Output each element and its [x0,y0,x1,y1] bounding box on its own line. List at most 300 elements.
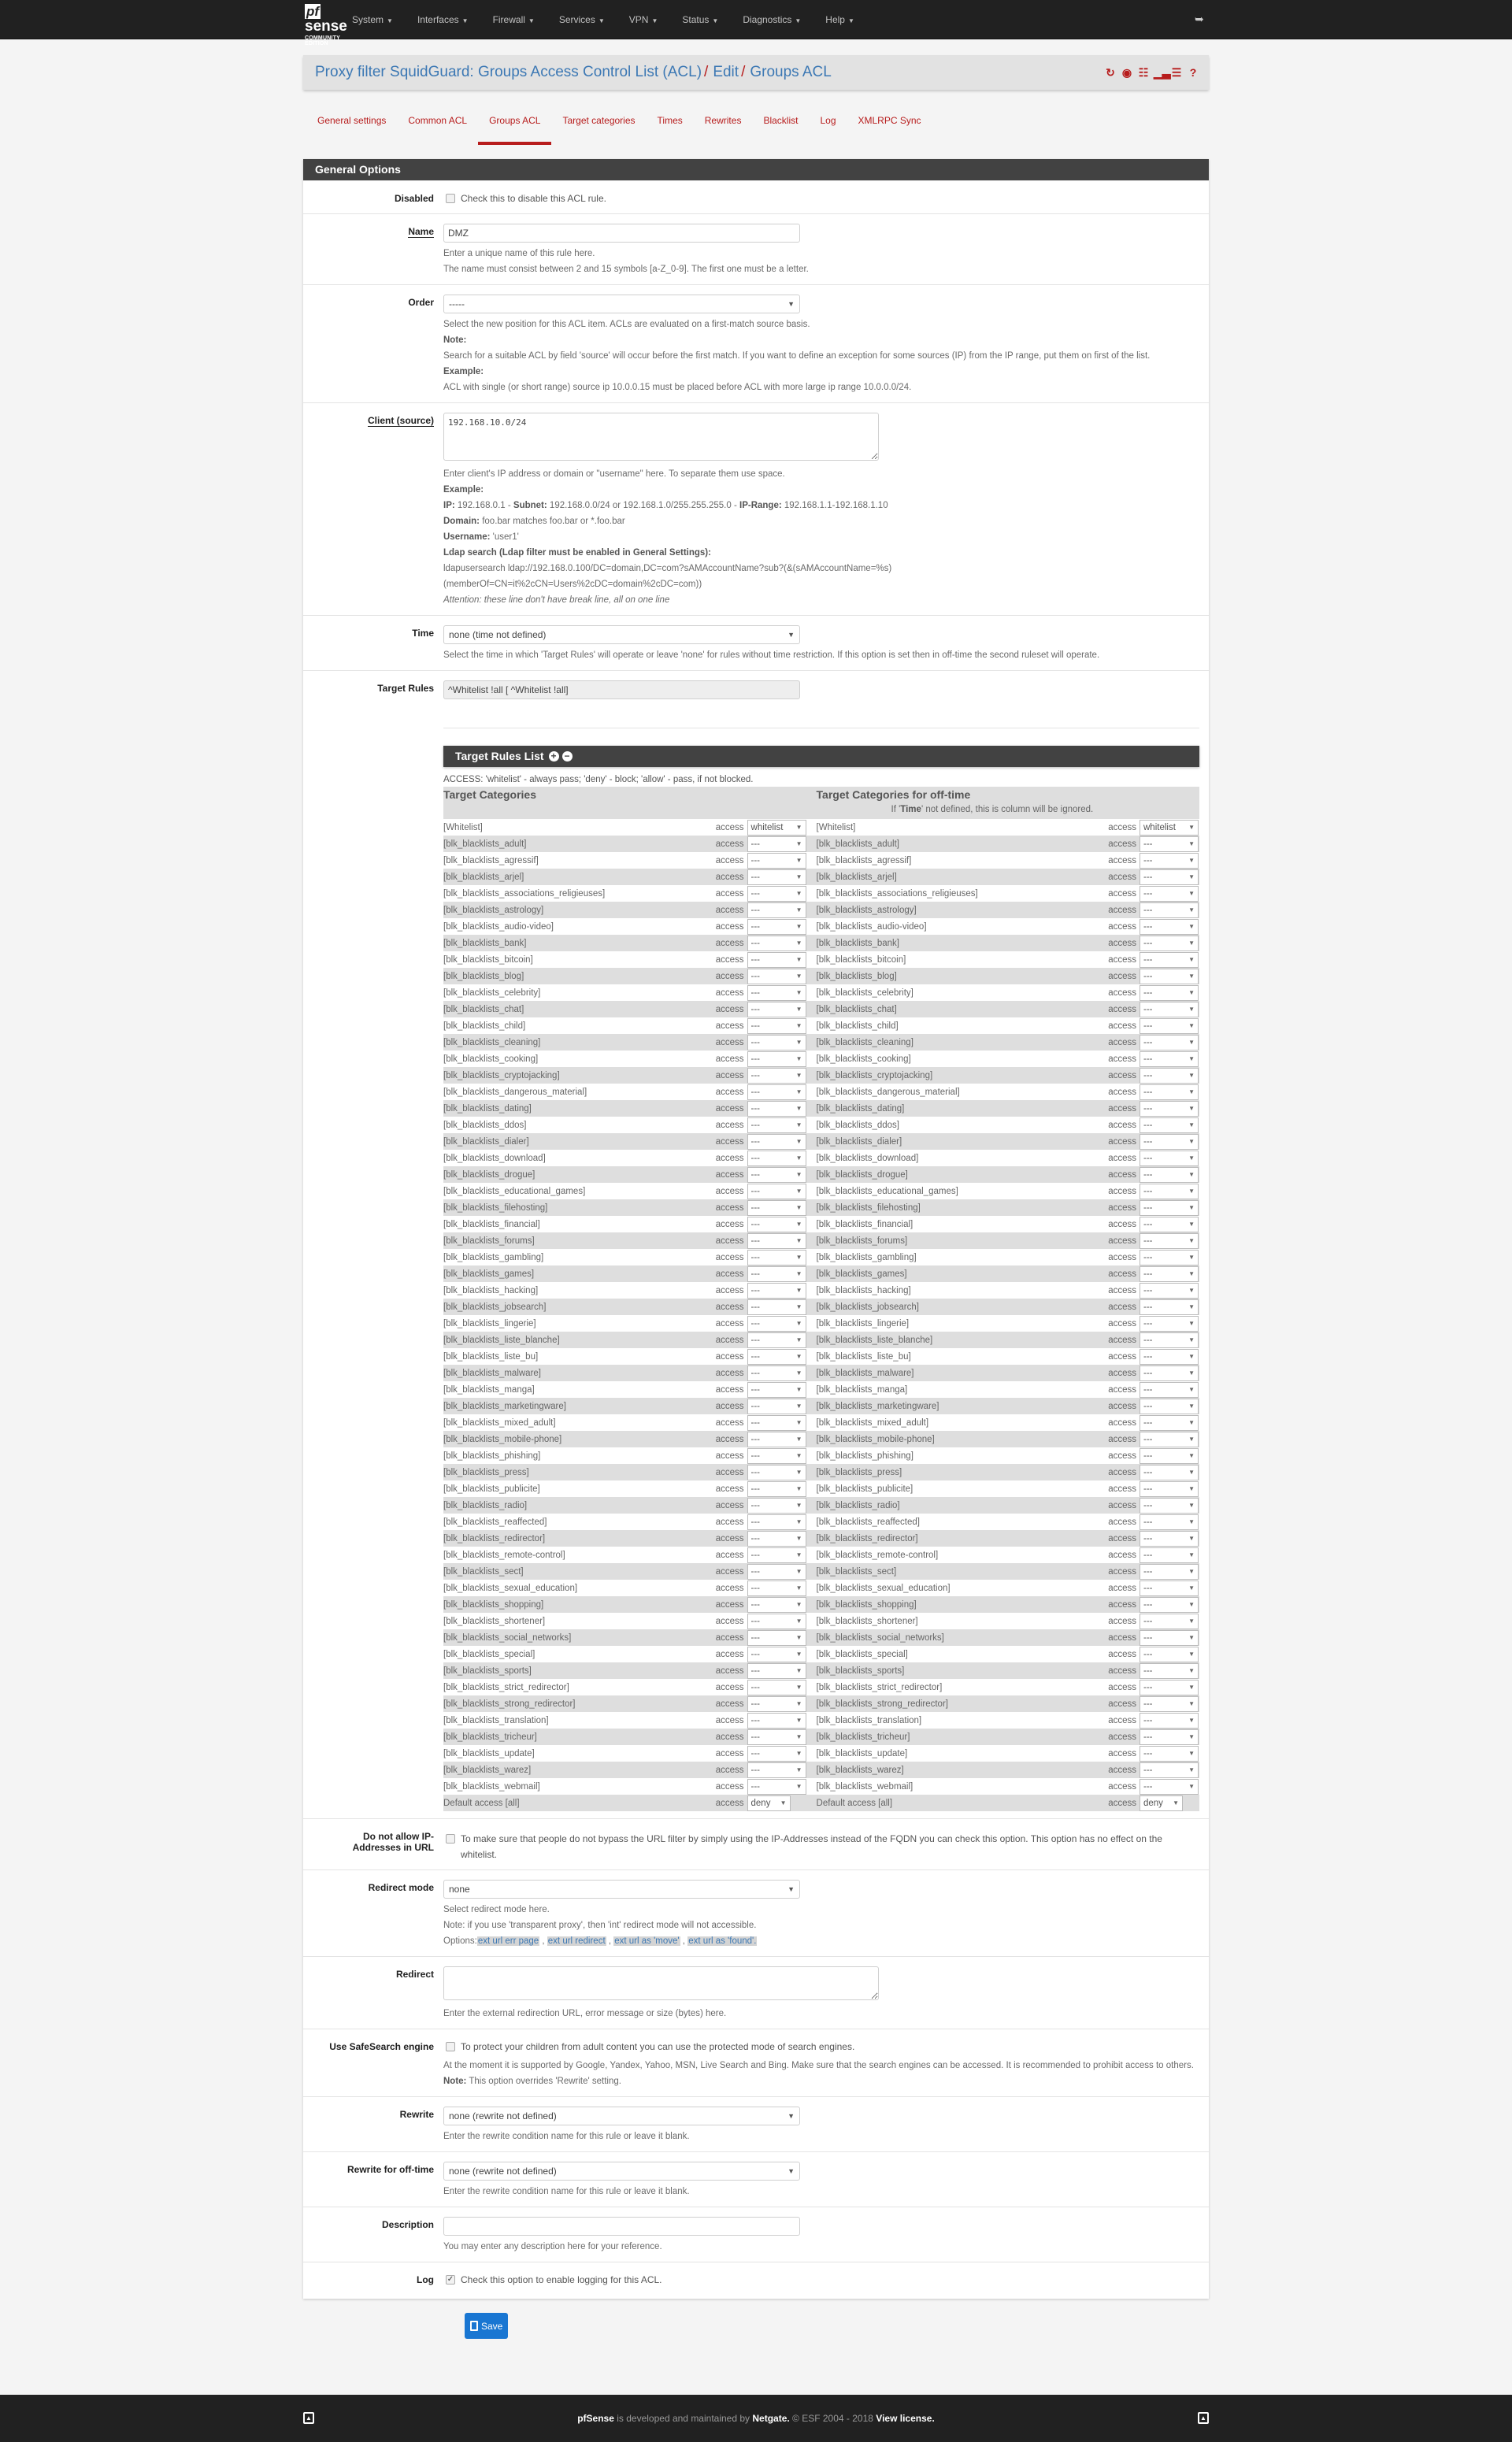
access-select[interactable]: --- ▼ [747,1779,806,1795]
redirect-option-link[interactable]: ext url err page [477,1936,539,1946]
access-select[interactable]: --- ▼ [1140,1068,1199,1084]
access-select[interactable]: --- ▼ [1140,1580,1199,1596]
nav-menu-firewall[interactable]: Firewall ▼ [492,14,535,25]
log-row: Log ✓ Check this option to enable logging for this ACL. [303,2262,1209,2299]
rewrite-select[interactable]: none (rewrite not defined) ▼ [443,2107,800,2125]
access-select[interactable]: --- ▼ [1140,1663,1199,1679]
access-label: access [1108,1384,1136,1395]
category-name: [blk_blacklists_publicite] [443,1484,540,1494]
breadcrumb-item[interactable]: Groups ACL [750,64,832,80]
view-license-link[interactable]: View license. [876,2413,935,2424]
access-select[interactable]: --- ▼ [1140,1399,1199,1414]
category-name-offtime: [blk_blacklists_liste_bu] [816,1351,911,1362]
access-select[interactable]: --- ▼ [1140,919,1199,935]
access-label: access [1096,1166,1140,1183]
access-select[interactable]: --- ▼ [1140,1729,1199,1745]
access-select[interactable]: --- ▼ [747,1399,806,1414]
access-label: access [704,1398,747,1414]
no-ip-label: Do not allow IP- Addresses in URL [352,1831,434,1853]
access-select[interactable]: --- ▼ [1140,985,1199,1001]
access-select[interactable]: --- ▼ [747,1316,806,1332]
col-target-categories-offtime: Target Categories for off-time [817,787,1199,802]
access-label: access [1108,1616,1136,1626]
access-label: access [715,1715,744,1725]
disabled-row: Disabled Check this to disable this ACL rule. [303,180,1209,213]
access-select[interactable]: deny ▼ [747,1795,791,1811]
category-name-offtime: [blk_blacklists_celebrity] [816,988,914,998]
disabled-checkbox[interactable] [446,194,455,203]
category-name: [blk_blacklists_lingerie] [443,1318,536,1328]
table-row [443,1778,1199,1795]
access-label: access [704,1431,747,1447]
access-label: access [704,869,747,885]
access-select[interactable]: --- ▼ [1140,1746,1199,1762]
category-name: [blk_blacklists_liste_blanche] [443,1332,704,1348]
category-name-offtime: [blk_blacklists_manga] [816,1384,908,1395]
access-label: access [1108,1781,1136,1792]
access-label: access [704,1464,747,1480]
nav-menu-diagnostics[interactable]: Diagnostics ▼ [743,14,802,25]
access-label: access [715,888,744,899]
access-label: access [1108,1649,1136,1659]
access-select[interactable]: --- ▼ [747,1349,806,1365]
access-note: ACCESS: 'whitelist' - always pass; 'deny' - block; 'allow' - pass, if not blocked. [443,775,754,784]
log-checkbox[interactable]: ✓ [447,2275,454,2284]
pfsense-logo[interactable]: pfsense COMMUNITY EDITION [305,4,347,46]
table-row [443,1580,1199,1596]
table-row [443,836,1199,852]
access-select[interactable]: --- ▼ [1140,853,1199,869]
access-select[interactable]: --- ▼ [747,1167,806,1183]
category-name: [blk_blacklists_educational_games] [443,1186,586,1196]
category-name-offtime: [blk_blacklists_blog] [817,968,1096,984]
access-select[interactable]: --- ▼ [747,1547,806,1563]
table-row [443,1695,1199,1712]
table-row [443,984,1199,1001]
access-select[interactable]: --- ▼ [1140,1647,1199,1662]
access-select[interactable]: --- ▼ [1140,1184,1199,1199]
category-name-offtime: [blk_blacklists_hacking] [816,1285,911,1295]
access-select[interactable]: --- ▼ [747,1250,806,1265]
tab-log[interactable]: Log [820,115,836,126]
category-name-offtime: [blk_blacklists_dialer] [817,1133,1096,1150]
name-input[interactable] [443,224,800,243]
access-select[interactable]: --- ▼ [1140,1151,1199,1166]
access-label: access [1096,935,1140,951]
access-label: access [715,1616,744,1626]
category-name-offtime: [blk_blacklists_forums] [817,1232,1096,1249]
access-select[interactable]: --- ▼ [747,1018,806,1034]
category-name: [blk_blacklists_warez] [443,1762,704,1778]
table-row [443,1762,1199,1778]
access-select[interactable]: --- ▼ [1140,1101,1199,1117]
access-select[interactable]: --- ▼ [1140,1018,1199,1034]
access-select[interactable]: --- ▼ [1140,1762,1199,1778]
category-name: [blk_blacklists_games] [443,1265,704,1282]
category-name-offtime: [blk_blacklists_bitcoin] [816,954,906,965]
access-label: access [715,1649,744,1659]
access-select[interactable]: --- ▼ [747,1465,806,1480]
netgate-link[interactable]: Netgate. [752,2413,790,2424]
access-select[interactable]: --- ▼ [1140,1134,1199,1150]
access-select[interactable]: --- ▼ [747,1184,806,1199]
access-select[interactable]: --- ▼ [747,853,806,869]
access-label: access [1108,1682,1136,1692]
access-label: access [715,1087,744,1097]
access-select[interactable]: --- ▼ [747,886,806,902]
access-select[interactable]: --- ▼ [1140,1200,1199,1216]
access-select[interactable]: --- ▼ [747,836,806,852]
access-select[interactable]: --- ▼ [747,1415,806,1431]
tab-groups-acl[interactable]: Groups ACL [478,106,551,145]
access-select[interactable]: --- ▼ [1140,1349,1199,1365]
access-select[interactable]: --- ▼ [1140,836,1199,852]
access-select[interactable]: --- ▼ [747,1200,806,1216]
client-source-textarea[interactable] [443,413,879,461]
access-label: access [1096,1795,1140,1811]
access-select[interactable]: --- ▼ [747,1068,806,1084]
access-select[interactable]: --- ▼ [1140,1680,1199,1695]
category-name: [blk_blacklists_sports] [443,1662,704,1679]
category-name-offtime: [blk_blacklists_financial] [816,1219,914,1229]
access-label: access [715,1781,744,1792]
access-select[interactable]: --- ▼ [747,902,806,918]
access-select[interactable]: --- ▼ [747,1762,806,1778]
save-button[interactable]: Save [465,2313,508,2339]
category-name-offtime: [blk_blacklists_child] [816,1021,899,1031]
rewrite-offtime-select[interactable]: none (rewrite not defined) ▼ [443,2162,800,2181]
access-select[interactable]: --- ▼ [747,936,806,951]
access-label: access [715,954,744,965]
access-label: access [715,822,744,832]
access-select[interactable]: --- ▼ [747,1663,806,1679]
category-name: [blk_blacklists_mixed_adult] [443,1417,556,1428]
access-label: access [1108,988,1136,998]
name-row: Name DMZ Enter a unique name of this rule here. The name must consist between 2 and 15 symbols [a-Z_0-9]. The first one must be a letter. [303,213,1209,284]
access-select[interactable]: --- ▼ [1140,1630,1199,1646]
nav-menu-status[interactable]: Status ▼ [682,14,719,25]
access-select[interactable]: --- ▼ [747,1432,806,1447]
category-name: [blk_blacklists_mobile-phone] [443,1431,704,1447]
category-name: [blk_blacklists_cleaning] [443,1034,704,1051]
category-name: [blk_blacklists_bitcoin] [443,954,533,965]
access-select[interactable]: --- ▼ [747,1597,806,1613]
category-name: [blk_blacklists_astrology] [443,902,704,918]
access-label: access [1096,1530,1140,1547]
category-name: [blk_blacklists_forums] [443,1232,704,1249]
category-name: [blk_blacklists_press] [443,1464,704,1480]
category-name-offtime: [blk_blacklists_strict_redirector] [816,1682,943,1692]
access-select[interactable]: --- ▼ [1140,1779,1199,1795]
access-select[interactable]: deny ▼ [1140,1795,1183,1811]
access-label: access [1096,1729,1140,1745]
list-icon[interactable]: ☰ [1171,66,1182,79]
redirect-option-link[interactable]: ext url redirect [547,1936,606,1946]
table-row [443,1398,1199,1414]
access-select[interactable]: --- ▼ [747,1283,806,1299]
access-select[interactable]: whitelist ▼ [747,820,806,836]
access-select[interactable]: --- ▼ [747,1151,806,1166]
access-select[interactable]: --- ▼ [1140,1498,1199,1514]
bar-chart-icon[interactable]: ▁▃ [1154,66,1171,79]
access-select[interactable]: --- ▼ [1140,1564,1199,1580]
access-select[interactable]: --- ▼ [1140,1266,1199,1282]
access-select[interactable]: --- ▼ [747,1332,806,1348]
tab-target-categories[interactable]: Target categories [562,115,636,126]
access-select[interactable]: --- ▼ [1140,1614,1199,1629]
offtime-note: If 'Time' not defined, this is column will be ignored. [817,802,1199,819]
access-select[interactable]: --- ▼ [1140,1117,1199,1133]
access-label: access [704,1729,747,1745]
category-name-offtime: [blk_blacklists_cryptojacking] [817,1067,1096,1084]
restart-icon[interactable]: ↻ [1106,66,1115,79]
access-select[interactable]: --- ▼ [1140,1547,1199,1563]
access-label: access [704,836,747,852]
access-select[interactable]: --- ▼ [747,1514,806,1530]
table-row [443,869,1199,885]
access-label: access [704,1332,747,1348]
redirect-option-link[interactable]: ext url as 'move' [614,1936,680,1946]
caret-down-icon: ▼ [598,17,605,24]
access-select[interactable]: whitelist ▼ [1140,820,1199,836]
access-select[interactable]: --- ▼ [747,1729,806,1745]
access-label: access [1096,1001,1140,1017]
access-select[interactable]: --- ▼ [1140,969,1199,984]
access-select[interactable]: --- ▼ [1140,1382,1199,1398]
category-name: [blk_blacklists_phishing] [443,1451,541,1461]
category-name: [blk_blacklists_agressif] [443,855,539,865]
no-ip-checkbox[interactable] [446,1834,455,1844]
access-select[interactable]: --- ▼ [747,1564,806,1580]
log-label: Log [417,2274,434,2285]
access-label: access [1096,1232,1140,1249]
access-label: access [704,1100,747,1117]
table-row [443,1216,1199,1232]
access-select[interactable]: --- ▼ [1140,1316,1199,1332]
access-select[interactable]: --- ▼ [747,1002,806,1017]
access-select[interactable]: --- ▼ [747,1630,806,1646]
access-select[interactable]: --- ▼ [747,969,806,984]
redirect-option-link[interactable]: ext url as 'found'. [688,1936,757,1946]
category-name: [blk_blacklists_dangerous_material] [443,1087,587,1097]
nav-menu-services[interactable]: Services ▼ [558,14,605,25]
access-select[interactable]: --- ▼ [747,1498,806,1514]
time-select[interactable]: none (time not defined) ▼ [443,625,800,644]
category-name-offtime: [blk_blacklists_gambling] [816,1252,917,1262]
access-select[interactable]: --- ▼ [1140,1415,1199,1431]
access-select[interactable]: --- ▼ [747,1366,806,1381]
access-select[interactable]: --- ▼ [747,1614,806,1629]
access-select[interactable]: --- ▼ [747,1035,806,1051]
nav-menu-help[interactable]: Help ▼ [825,14,854,25]
table-row [443,1001,1199,1017]
table-row [443,1712,1199,1729]
description-input[interactable] [443,2217,800,2236]
access-select[interactable]: --- ▼ [1140,1035,1199,1051]
category-name-offtime: [blk_blacklists_strong_redirector] [817,1695,1096,1712]
access-select[interactable]: --- ▼ [747,1713,806,1729]
rewrite-label: Rewrite [399,2109,434,2120]
access-label: access [704,1530,747,1547]
access-select[interactable]: --- ▼ [1140,1713,1199,1729]
access-select[interactable]: --- ▼ [747,1266,806,1282]
access-select[interactable]: --- ▼ [747,1134,806,1150]
nav-menu-interfaces[interactable]: Interfaces ▼ [417,14,469,25]
access-select[interactable]: --- ▼ [747,952,806,968]
page-header [303,55,1209,90]
access-select[interactable]: --- ▼ [747,869,806,885]
minus-circle-icon[interactable]: − [562,751,573,762]
access-select[interactable]: --- ▼ [1140,1531,1199,1547]
access-select[interactable]: --- ▼ [1140,1051,1199,1067]
access-select[interactable]: --- ▼ [1140,1465,1199,1480]
table-row [443,1332,1199,1348]
safesearch-checkbox[interactable] [446,2042,455,2051]
tab-rewrites[interactable]: Rewrites [704,115,742,126]
access-label: access [715,1021,744,1031]
access-select[interactable]: --- ▼ [747,1217,806,1232]
access-select[interactable]: --- ▼ [747,1746,806,1762]
help-icon[interactable]: ? [1189,66,1197,79]
access-select[interactable]: --- ▼ [1140,1332,1199,1348]
access-select[interactable]: --- ▼ [1140,1233,1199,1249]
access-select[interactable]: --- ▼ [747,1084,806,1100]
category-name-offtime: [blk_blacklists_shortener] [816,1616,918,1626]
category-name: [blk_blacklists_filehosting] [443,1199,704,1216]
save-icon [470,2321,478,2331]
access-select[interactable]: --- ▼ [1140,1514,1199,1530]
access-label: access [1108,1153,1136,1163]
category-name-offtime: [blk_blacklists_astrology] [817,902,1096,918]
access-select[interactable]: --- ▼ [747,1233,806,1249]
access-select[interactable]: --- ▼ [1140,1217,1199,1232]
table-row [443,1497,1199,1514]
category-name: [blk_blacklists_arjel] [443,869,704,885]
access-label: access [1108,1021,1136,1031]
access-select[interactable]: --- ▼ [1140,1366,1199,1381]
category-name: [blk_blacklists_redirector] [443,1530,704,1547]
access-select[interactable]: --- ▼ [1140,902,1199,918]
access-select[interactable]: --- ▼ [747,1382,806,1398]
top-navbar [0,0,1512,46]
access-select[interactable]: --- ▼ [1140,1696,1199,1712]
access-select[interactable]: --- ▼ [1140,1002,1199,1017]
access-select[interactable]: --- ▼ [747,1299,806,1315]
access-select[interactable]: --- ▼ [1140,952,1199,968]
access-label: access [715,1186,744,1196]
access-label: access [1108,1252,1136,1262]
category-name-offtime: [Whitelist] [816,822,856,832]
access-select[interactable]: --- ▼ [747,985,806,1001]
access-select[interactable]: --- ▼ [747,1580,806,1596]
caret-down-icon: ▼ [712,17,719,24]
access-select[interactable]: --- ▼ [747,1481,806,1497]
nav-menu-vpn[interactable]: VPN ▼ [628,14,658,25]
order-select[interactable]: ----- ▼ [443,295,800,313]
access-select[interactable]: --- ▼ [747,1647,806,1662]
category-name-offtime: [blk_blacklists_mixed_adult] [816,1417,929,1428]
category-name: [blk_blacklists_child] [443,1021,526,1031]
breadcrumb-item[interactable]: Proxy filter SquidGuard: Groups Access Control List (ACL) [315,64,702,80]
nav-menu-system[interactable]: System ▼ [352,14,393,25]
access-label: access [704,1596,747,1613]
access-select[interactable]: --- ▼ [747,1101,806,1117]
access-select[interactable]: --- ▼ [747,1531,806,1547]
access-select[interactable]: --- ▼ [747,1696,806,1712]
table-row [443,1431,1199,1447]
access-label: access [704,1133,747,1150]
category-name: [blk_blacklists_radio] [443,1497,704,1514]
access-label: access [1096,1365,1140,1381]
safesearch-label: Use SafeSearch engine [329,2041,434,2052]
category-name: [blk_blacklists_ddos] [443,1120,527,1130]
tab-times[interactable]: Times [657,115,683,126]
category-name-offtime: [blk_blacklists_cleaning] [817,1034,1096,1051]
access-select[interactable]: --- ▼ [1140,936,1199,951]
access-select[interactable]: --- ▼ [747,1051,806,1067]
tab-blacklist[interactable]: Blacklist [763,115,799,126]
access-select[interactable]: --- ▼ [1140,1250,1199,1265]
breadcrumb-item[interactable]: Edit [713,64,739,80]
tab-common-acl[interactable]: Common ACL [408,115,468,126]
access-select[interactable]: --- ▼ [747,1448,806,1464]
access-select[interactable]: --- ▼ [747,919,806,935]
table-row [443,1646,1199,1662]
name-label: Name [408,226,434,237]
access-label: access [715,1318,744,1328]
access-label: access [1108,888,1136,899]
access-select[interactable]: --- ▼ [1140,1283,1199,1299]
sign-out-icon[interactable]: ➥ [1195,13,1204,25]
category-name: [blk_blacklists_download] [443,1153,546,1163]
access-select[interactable]: --- ▼ [1140,886,1199,902]
access-label: access [715,1285,744,1295]
target-rules-label: Target Rules [377,683,434,694]
scroll-top-icon[interactable]: ▲ [303,2412,314,2424]
redirect-mode-select[interactable]: none ▼ [443,1880,800,1899]
access-label: access [715,1484,744,1494]
access-select[interactable]: --- ▼ [1140,1167,1199,1183]
category-name-offtime: [blk_blacklists_bank] [817,935,1096,951]
access-select[interactable]: --- ▼ [1140,1084,1199,1100]
stop-icon[interactable]: ◉ [1121,66,1132,79]
table-row [443,1596,1199,1613]
category-name-offtime: [blk_blacklists_lingerie] [816,1318,910,1328]
redirect-textarea[interactable] [443,1966,879,2000]
access-select[interactable]: --- ▼ [1140,1481,1199,1497]
access-select[interactable]: --- ▼ [747,1680,806,1695]
access-select[interactable]: --- ▼ [1140,1432,1199,1447]
access-select[interactable]: --- ▼ [1140,1597,1199,1613]
scroll-top-icon[interactable]: ▲ [1198,2412,1209,2424]
access-select[interactable]: --- ▼ [1140,1448,1199,1464]
access-label: access [715,855,744,865]
access-select[interactable]: --- ▼ [747,1117,806,1133]
breadcrumb: Proxy filter SquidGuard: Groups Access Control List (ACL) / Edit / Groups ACL [315,64,832,80]
tab-xmlrpc-sync[interactable]: XMLRPC Sync [858,115,921,126]
access-select[interactable]: --- ▼ [1140,869,1199,885]
category-name-offtime: [blk_blacklists_liste_blanche] [817,1332,1096,1348]
access-select[interactable]: --- ▼ [1140,1299,1199,1315]
category-name: [blk_blacklists_shopping] [443,1596,704,1613]
tab-general-settings[interactable]: General settings [317,115,387,126]
table-row [443,1117,1199,1133]
category-name-offtime: [blk_blacklists_shopping] [817,1596,1096,1613]
category-name-offtime: [blk_blacklists_malware] [817,1365,1096,1381]
access-label: access [1108,822,1136,832]
sliders-icon[interactable]: ☷ [1138,66,1149,79]
plus-circle-icon[interactable]: + [549,751,559,762]
